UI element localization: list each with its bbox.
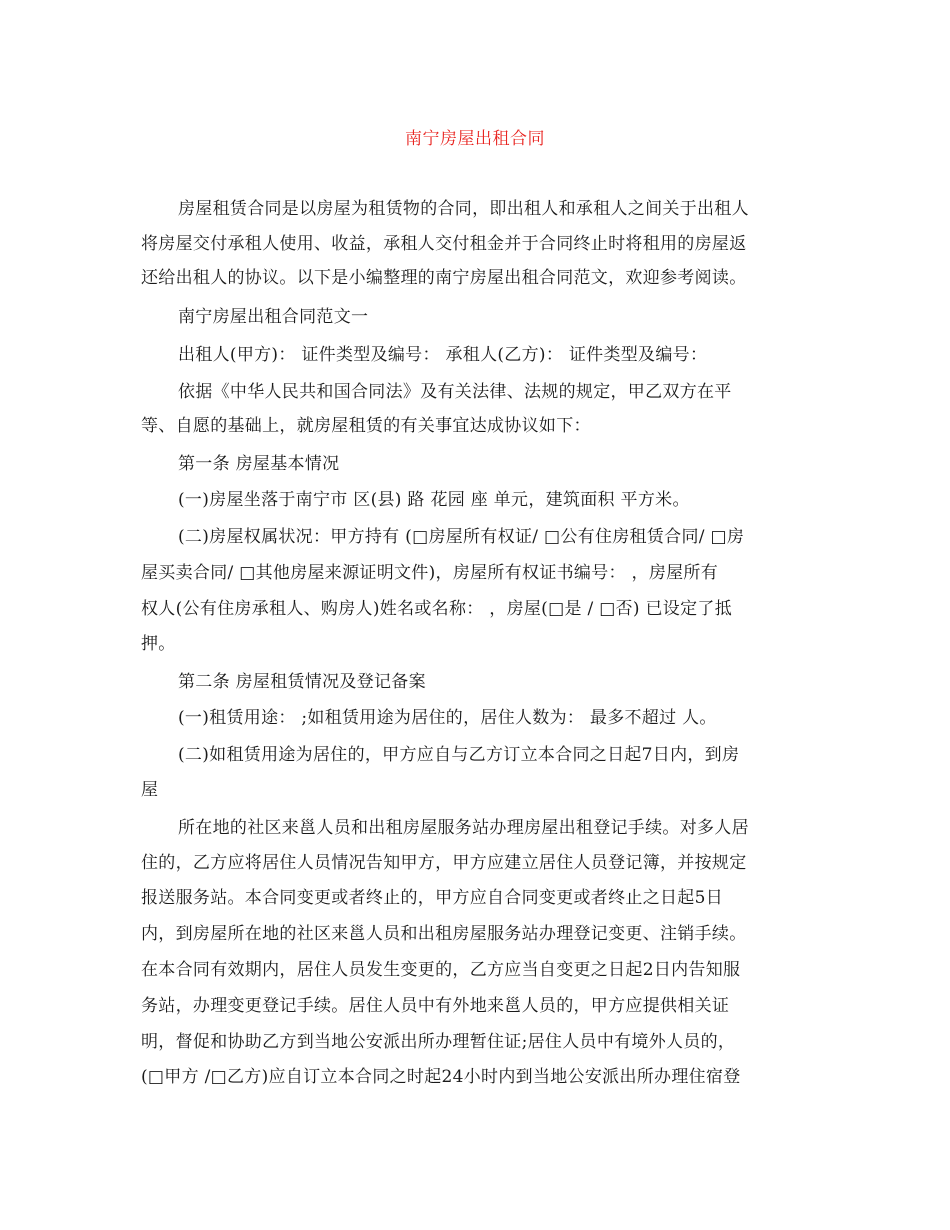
body-line: 出租人(甲方)： 证件类型及编号： 承租人(乙方)： 证件类型及编号： <box>178 345 708 365</box>
body-line: 还给出租人的协议。以下是小编整理的南宁房屋出租合同范文，欢迎参考阅读。 <box>141 268 747 288</box>
body-line: 内，到房屋所在地的社区来邕人员和出租房屋服务站办理登记变更、注销手续。 <box>141 924 747 944</box>
body-line: (一)租赁用途： ;如租赁用途为居住的，居住人数为： 最多不超过 人。 <box>178 708 717 728</box>
body-line: 将房屋交付承租人使用、收益，承租人交付租金并于合同终止时将租用的房屋返 <box>141 234 747 254</box>
body-line: (□甲方 /□乙方)应自订立本合同之时起24小时内到当地公安派出所办理住宿登 <box>141 1067 741 1087</box>
body-line: 等、自愿的基础上，就房屋租赁的有关事宜达成协议如下： <box>141 416 591 436</box>
article-heading: 第二条 房屋租赁情况及登记备案 <box>178 672 426 692</box>
document-title: 南宁房屋出租合同 <box>405 129 545 149</box>
body-line: 在本合同有效期内，居住人员发生变更的，乙方应当自变更之日起2日内告知服 <box>141 960 741 980</box>
body-line: 房屋租赁合同是以房屋为租赁物的合同，即出租人和承租人之间关于出租人 <box>178 199 749 219</box>
body-line: 住的，乙方应将居住人员情况告知甲方，甲方应建立居住人员登记簿，并按规定 <box>141 853 747 873</box>
body-line: 所在地的社区来邕人员和出租房屋服务站办理房屋出租登记手续。对多人居 <box>178 818 749 838</box>
body-line: 依据《中华人民共和国合同法》及有关法律、法规的规定，甲乙双方在平 <box>178 382 732 402</box>
article-heading: 第一条 房屋基本情况 <box>178 454 340 474</box>
body-line: (一)房屋坐落于南宁市 区(县) 路 花园 座 单元，建筑面积 平方米。 <box>178 490 690 510</box>
body-line: 押。 <box>141 634 176 654</box>
section-heading: 南宁房屋出租合同范文一 <box>178 307 369 327</box>
body-line: (二)房屋权属状况：甲方持有 (□房屋所有权证/ □公有住房租赁合同/ □房 <box>178 527 745 547</box>
body-line: 屋 <box>141 780 159 800</box>
body-line: 权人(公有住房承租人、购房人)姓名或名称： ，房屋(□是 / □否) 已设定了抵 <box>141 599 732 619</box>
body-line: 屋买卖合同/ □其他房屋来源证明文件)，房屋所有权证书编号： ，房屋所有 <box>141 563 719 583</box>
body-line: 报送服务站。本合同变更或者终止的，甲方应自合同变更或者终止之日起5日 <box>141 888 724 908</box>
body-line: 明，督促和协助乙方到当地公安派出所办理暂住证;居住人员中有境外人员的， <box>141 1032 736 1052</box>
body-line: 务站，办理变更登记手续。居住人员中有外地来邕人员的，甲方应提供相关证 <box>141 996 730 1016</box>
body-line: (二)如租赁用途为居住的，甲方应自与乙方订立本合同之日起7日内，到房 <box>178 745 740 765</box>
